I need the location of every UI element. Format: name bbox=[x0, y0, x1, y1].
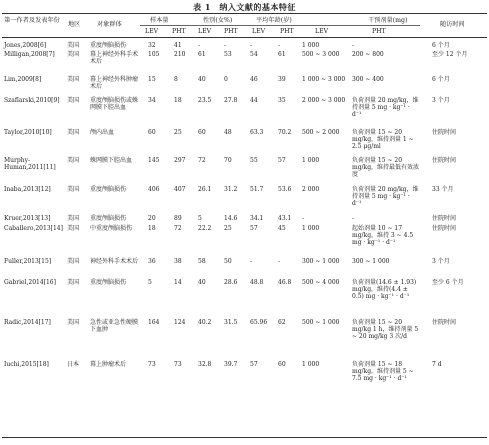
top-rule bbox=[2, 13, 487, 14]
cell-dose-lev: 1 000 ~ 3 000 bbox=[302, 76, 346, 83]
header-age-pht: PHT bbox=[280, 28, 294, 35]
cell-sample-lev: 36 bbox=[148, 258, 156, 265]
cell-age-lev: 44 bbox=[250, 97, 258, 104]
header-sex-lev: LEV bbox=[198, 28, 212, 35]
cell-region: 美国 bbox=[67, 97, 80, 104]
cell-dose-lev: 500 ~ 2 000 bbox=[302, 129, 340, 136]
cell-age-lev: 65.96 bbox=[250, 319, 268, 326]
cell-follow: 住院时间 bbox=[432, 215, 457, 222]
cell-age-lev: 63.3 bbox=[250, 129, 264, 136]
cell-object: 幕上神经外科肿瘤术后 bbox=[90, 76, 139, 90]
cell-region: 美国 bbox=[67, 279, 80, 286]
cell-dose-pht: - bbox=[352, 42, 355, 49]
cell-dose-lev: - bbox=[302, 215, 305, 222]
cell-age-lev: 57 bbox=[250, 361, 258, 368]
cell-dose-pht: 负荷剂量 15 ~ 20 mg/kg，维持最低有效浓度 bbox=[352, 157, 420, 178]
bottom-rule bbox=[2, 437, 487, 438]
cell-age-pht: 39 bbox=[278, 76, 286, 83]
cell-region: 美国 bbox=[67, 258, 80, 265]
cell-sample-pht: 73 bbox=[174, 361, 182, 368]
header-age-lev: LEV bbox=[252, 28, 266, 35]
header-sex: 性别(女%) bbox=[203, 17, 233, 24]
cell-sample-pht: 297 bbox=[174, 157, 186, 164]
cell-sample-lev: 32 bbox=[148, 42, 156, 49]
cell-sample-pht: 124 bbox=[174, 319, 186, 326]
cell-sex-lev: 72 bbox=[198, 157, 206, 164]
cell-follow: 7 d bbox=[432, 361, 442, 368]
cell-sample-pht: 41 bbox=[174, 42, 182, 49]
cell-dose-lev: 2 000 ~ 3 000 bbox=[302, 97, 346, 104]
cell-dose-lev: 500 ~ 1 000 bbox=[302, 319, 340, 326]
cell-sex-pht: 27.8 bbox=[224, 97, 238, 104]
cell-sex-lev: 26.1 bbox=[198, 186, 212, 193]
cell-sex-lev: 40.2 bbox=[198, 319, 212, 326]
cell-sample-lev: 20 bbox=[148, 215, 156, 222]
cell-object: 重度颅脑损伤 bbox=[90, 42, 127, 49]
cell-sample-lev: 164 bbox=[148, 319, 160, 326]
cell-sex-lev: - bbox=[198, 42, 201, 49]
cell-sample-pht: 14 bbox=[174, 279, 182, 286]
cell-author: Milligan,2008[7] bbox=[4, 51, 55, 58]
cell-dose-pht: 负荷剂量 15 ~ 20 mg/kg 1 h，维持剂量 5 ~ 20 mg/kg 3 次/d bbox=[352, 319, 419, 340]
cell-dose-lev: 1 000 bbox=[302, 42, 320, 49]
cell-object: 重度颅脑损伤 bbox=[90, 215, 127, 222]
cell-sex-pht: 53 bbox=[224, 51, 232, 58]
cell-region: 美国 bbox=[67, 186, 80, 193]
cell-follow: 住院时间 bbox=[432, 225, 457, 232]
cell-sex-pht: 48 bbox=[224, 129, 232, 136]
cell-region: 美国 bbox=[67, 225, 80, 232]
header-bottom-rule bbox=[2, 37, 487, 38]
cell-region: 美国 bbox=[67, 42, 80, 49]
cell-age-lev: 51.7 bbox=[250, 186, 264, 193]
cell-age-pht: - bbox=[278, 258, 281, 265]
cell-sex-pht: 31.2 bbox=[224, 186, 238, 193]
cell-author: Lim,2009[8] bbox=[4, 76, 42, 83]
cell-region: 日本 bbox=[67, 361, 80, 368]
header-dose: 干预剂量(mg) bbox=[368, 17, 408, 24]
cell-object: 急性或亚急性硬膜下血肿 bbox=[90, 319, 139, 333]
cell-sample-lev: 145 bbox=[148, 157, 160, 164]
header-sample-lev: LEV bbox=[145, 28, 159, 35]
cell-author: Kruer,2013[13] bbox=[4, 215, 51, 222]
cell-region: 美国 bbox=[67, 76, 80, 83]
cell-author: Szaflarski,2010[9] bbox=[4, 97, 60, 104]
cell-sample-lev: 15 bbox=[148, 76, 156, 83]
cell-follow: 住院时间 bbox=[432, 319, 457, 326]
cell-age-pht: 70.2 bbox=[278, 129, 292, 136]
cell-region: 美国 bbox=[67, 51, 80, 58]
cell-region: 美国 bbox=[67, 319, 80, 326]
cell-dose-pht: 负荷剂量(14.6 ± 1.93) mg/kg，维持(4.4 ± 0.5) mg · kg⁻¹ · d⁻¹ bbox=[352, 279, 417, 300]
cell-age-pht: 53.6 bbox=[278, 186, 292, 193]
cell-sample-lev: 18 bbox=[148, 225, 156, 232]
cell-dose-lev: 500 ~ 4 000 bbox=[302, 279, 340, 286]
table-caption: 表 1 纳入文献的基本特征 bbox=[193, 2, 296, 12]
cell-sex-pht: 39.7 bbox=[224, 361, 238, 368]
cell-follow: 住院时间 bbox=[432, 129, 457, 136]
cell-object: 颅内出血 bbox=[90, 129, 115, 136]
cell-author: Radic,2014[17] bbox=[4, 319, 51, 326]
cell-sex-lev: 58 bbox=[198, 258, 206, 265]
header-region: 地区 bbox=[68, 21, 81, 28]
cell-sex-pht: 14.6 bbox=[224, 215, 238, 222]
cell-dose-pht: - bbox=[352, 215, 355, 222]
cell-dose-pht: 负荷剂量 20 mg/kg，维持剂量 5 mg · kg⁻¹ · d⁻¹ bbox=[352, 97, 419, 118]
cell-object: 蛛网膜下腔出血 bbox=[90, 157, 133, 164]
cell-sample-pht: 210 bbox=[174, 51, 186, 58]
cell-age-pht: - bbox=[278, 42, 281, 49]
cell-age-pht: 43.1 bbox=[278, 215, 292, 222]
cell-sample-lev: 406 bbox=[148, 186, 160, 193]
cell-sex-lev: 61 bbox=[198, 51, 206, 58]
cell-age-pht: 60 bbox=[278, 361, 286, 368]
cell-follow: 住院时间 bbox=[432, 157, 457, 164]
cell-dose-pht: 起始剂量 10 ~ 17 mg/kg，维持 3 ~ 4.5 mg · kg⁻¹ · d⁻¹ bbox=[352, 225, 414, 246]
cell-sample-lev: 60 bbox=[148, 129, 156, 136]
cell-follow: 至少 12 个月 bbox=[432, 51, 468, 58]
cell-sex-lev: 60 bbox=[198, 129, 206, 136]
cell-author: Gabriel,2014[16] bbox=[4, 279, 56, 286]
cell-sex-pht: 70 bbox=[224, 157, 232, 164]
cell-sample-lev: 34 bbox=[148, 97, 156, 104]
cell-age-pht: 61 bbox=[278, 51, 286, 58]
cell-author: Inaba,2013[12] bbox=[4, 186, 51, 193]
cell-follow: 6 个月 bbox=[432, 42, 450, 49]
cell-sample-pht: 8 bbox=[174, 76, 178, 83]
cell-author: Taylor,2010[10] bbox=[4, 129, 52, 136]
cell-age-pht: 62 bbox=[278, 319, 286, 326]
cell-dose-lev: 1 000 bbox=[302, 225, 320, 232]
cell-sample-pht: 89 bbox=[174, 215, 182, 222]
cell-age-lev: - bbox=[250, 42, 253, 49]
cell-author: Fuller,2013[15] bbox=[4, 258, 52, 265]
cell-sample-pht: 18 bbox=[174, 97, 182, 104]
cell-region: 美国 bbox=[67, 129, 80, 136]
cell-sample-pht: 25 bbox=[174, 129, 182, 136]
header-sample-pht: PHT bbox=[172, 28, 186, 35]
header-sex-pht: PHT bbox=[224, 28, 238, 35]
cell-age-lev: 54 bbox=[250, 51, 258, 58]
cell-sex-lev: 32.8 bbox=[198, 361, 212, 368]
cell-sex-pht: 50 bbox=[224, 258, 232, 265]
header-dose-lev: LEV bbox=[315, 28, 329, 35]
cell-age-lev: 48.8 bbox=[250, 279, 264, 286]
cell-age-pht: 45 bbox=[278, 225, 286, 232]
cell-region: 美国 bbox=[67, 157, 80, 164]
cell-sex-pht: 0 bbox=[224, 76, 228, 83]
cell-sample-pht: 72 bbox=[174, 225, 182, 232]
cell-age-lev: 34.1 bbox=[250, 215, 264, 222]
cell-sex-pht: 28.6 bbox=[224, 279, 238, 286]
cell-dose-lev: 2 000 bbox=[302, 186, 320, 193]
header-subrule bbox=[140, 25, 420, 26]
cell-sex-pht: 31.5 bbox=[224, 319, 238, 326]
header-dose-pht: PHT bbox=[372, 28, 386, 35]
cell-age-lev: 46 bbox=[250, 76, 258, 83]
cell-sex-pht: 25 bbox=[224, 225, 232, 232]
cell-age-lev: 57 bbox=[250, 225, 258, 232]
cell-object: 重度颅脑损伤 bbox=[90, 186, 127, 193]
cell-dose-pht: 负荷剂量 15 ~ 20 mg/kg，维持剂量 1 ~ 2.5 μg/ml bbox=[352, 129, 414, 150]
cell-author: Iuchi,2015[18] bbox=[4, 361, 49, 368]
cell-follow: 3 个月 bbox=[432, 258, 450, 265]
header-object: 对象群体 bbox=[97, 21, 122, 28]
cell-dose-lev: 1 000 bbox=[302, 157, 320, 164]
cell-sample-lev: 5 bbox=[148, 279, 152, 286]
cell-object: 幕上肿瘤术后 bbox=[90, 361, 127, 368]
cell-dose-pht: 300 ~ 1 000 bbox=[352, 258, 390, 265]
cell-age-pht: 35 bbox=[278, 97, 286, 104]
cell-follow: 33 个月 bbox=[432, 186, 454, 193]
cell-age-lev: 55 bbox=[250, 157, 258, 164]
cell-author: Jones,2008[6] bbox=[4, 42, 47, 49]
cell-sex-lev: 40 bbox=[198, 279, 206, 286]
cell-object: 重度颅脑损伤 bbox=[90, 279, 127, 286]
cell-dose-pht: 300 ~ 400 bbox=[352, 76, 384, 83]
cell-sample-lev: 105 bbox=[148, 51, 160, 58]
cell-sample-pht: 38 bbox=[174, 258, 182, 265]
cell-sex-pht: - bbox=[224, 42, 227, 49]
cell-dose-pht: 负荷剂量 15 ~ 18 mg/kg，维持剂量 5 ~ 7.5 mg · kg⁻¹ · d⁻¹ bbox=[352, 361, 414, 382]
cell-follow: 至少 6 个月 bbox=[432, 279, 464, 286]
header-follow: 随访时间 bbox=[440, 21, 465, 28]
cell-author: Caballero,2013[14] bbox=[4, 225, 63, 232]
cell-object: 重度颅脑损伤或蛛网膜下腔出血 bbox=[90, 97, 139, 111]
header-age: 平均年龄(岁) bbox=[256, 17, 292, 24]
cell-author: Murphy-Human,2011[11] bbox=[4, 157, 56, 171]
cell-dose-lev: 300 ~ 1 000 bbox=[302, 258, 340, 265]
cell-dose-pht: 负荷剂量 20 mg/kg，维持剂量 5 mg · kg⁻¹ · d⁻¹ bbox=[352, 186, 419, 207]
cell-age-lev: - bbox=[250, 258, 253, 265]
cell-sex-lev: 5 bbox=[198, 215, 202, 222]
cell-sample-pht: 407 bbox=[174, 186, 186, 193]
cell-age-pht: 57 bbox=[278, 157, 286, 164]
cell-dose-lev: 500 ~ 3 000 bbox=[302, 51, 340, 58]
cell-region: 美国 bbox=[67, 215, 80, 222]
cell-follow: 6 个月 bbox=[432, 76, 450, 83]
header-sample: 样本量 bbox=[150, 17, 169, 24]
cell-object: 幕上神经外科手术术后 bbox=[90, 51, 139, 65]
cell-dose-pht: 200 ~ 800 bbox=[352, 51, 384, 58]
header-author: 第一作者及发表年份 bbox=[4, 17, 60, 24]
cell-sex-lev: 40 bbox=[198, 76, 206, 83]
cell-age-pht: 46.8 bbox=[278, 279, 292, 286]
cell-object: 神经外科手术术后 bbox=[90, 258, 139, 265]
cell-follow: 3 个月 bbox=[432, 97, 450, 104]
cell-sample-lev: 73 bbox=[148, 361, 156, 368]
cell-sex-lev: 23.5 bbox=[198, 97, 212, 104]
cell-sex-lev: 22.2 bbox=[198, 225, 212, 232]
cell-dose-lev: 1 000 bbox=[302, 361, 320, 368]
cell-object: 中重度颅脑损伤 bbox=[90, 225, 133, 232]
